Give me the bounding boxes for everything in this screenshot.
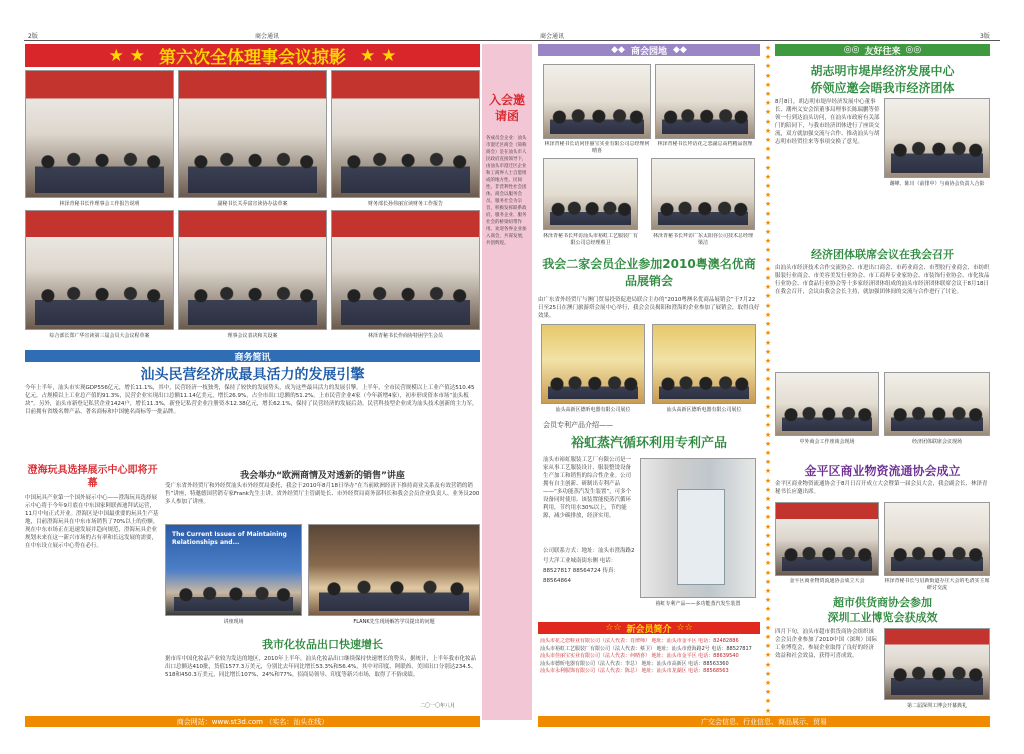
expo-photo xyxy=(541,324,645,404)
list-item: 汕头市花之恋鞋业有限公司（法人代表：肖律师） 地址：汕头市金平区 电话：82482886 xyxy=(540,638,739,644)
lecture-body: 受广东省外经贸厅和外经贸汕头市外经贸局委托，我会于2010年8月18日举办“在当前欧洲经济下推持商业关系及有效营销的销售”讲座，特邀德国营销专家Frank先生主讲。省外经贸厅主管副处长、市外经贸局商务部科长和我会会员企业负责人、业务员200多人参加了讲座。 xyxy=(165,483,480,505)
lecture-photo xyxy=(165,524,302,616)
machine-box xyxy=(677,489,725,585)
supermarket-photo xyxy=(884,628,990,700)
list-item: 汕头市裕虹工艺服装厂有限公司（法人代表：蔡卫） 地址：汕头市澄海路2号 电话：88527817 xyxy=(540,645,752,652)
cosmetics-body: 据市库中国化妆品产业较为发达的地区，2010年上半年，汕头化妆品出口继续保持快速增长的势头，据统计，上半年我市化妆品出口总额达410批，货值1577.3万美元，分别比去年同比增长53.3%和56.4%，其中对印度、阿联酋、美国出口分别达234.5、518和450.3万美元，同比增长107%、24%和77%。招商局领导、印度等新兴市场，取得了不俗成绩。 xyxy=(165,656,477,678)
services-list xyxy=(540,638,760,714)
friends-body: 8月8日，胡志明市堤岸经济发展中心董事长、潮州义安会馆董事局理事长陈瑞鹏等侨领一行到达汕头访问，在汕头市政府有关部门的陪同下，与我市经济团体进行了座谈交流，双方就加强交流与合作、推动汕头与胡志明市经贸往来等事项交换了意见。 xyxy=(775,99,880,145)
garden-photo xyxy=(655,64,755,139)
expo-body: 由广东省外经贸厅与澳门贸易投资促进局联合主办的“2010粤澳名优商品展销会”于7月22日至25日在澳门旅游塔会展中心举行，我会会员揭阳和澄海的企业参加了展销会，取得良好效果。 xyxy=(538,297,760,319)
photo-caption: 经济团体联席会议现场 xyxy=(911,439,962,445)
right-page-number: 3版 xyxy=(980,33,990,40)
meeting-photo xyxy=(331,210,480,330)
patent-body: 汕头市裕虹服装工艺厂有限公司是一家从事工艺服装设计、服装整烫设备生产加工和销售的综合性企业。公司拥有自主创新、研制出专利产品——“多功能蒸汽发生装置”，可多个设备同时使用。该装置能使蒸汽循环利用，节约用水30%以上，节约能源，减少碳排放，经济实用。 xyxy=(543,457,632,519)
photo-caption: 副秘书长关乔富宣读协办法草案 xyxy=(217,201,288,207)
expo-photo xyxy=(652,324,756,404)
diamond-icon: ◆◆ xyxy=(611,45,625,55)
photo-caption: 林泽青秘书长作理事会工作报告说明 xyxy=(59,201,140,207)
circle-icon: ◎◎ xyxy=(905,45,922,55)
photo-caption: 金平区商业物资流通协会成立大会 xyxy=(789,578,865,584)
joint-headline: 经济团体联席会议在我会召开 xyxy=(811,248,954,261)
invitation-body: 各成员会企业：汕头市澄迁区商会（简称商会）是在汕头市人民政府直接领导下，由汕头市澄迁区企业和工商界人士自愿组成的地方性、民间性、非营利性社会团体。商会以服务会员、服务社会为宗旨，积极发挥联系政府、服务企业、服务社会的桥梁纽带作用。欢迎各界企业加入商会，共谋发展，共创辉煌。 xyxy=(486,136,527,246)
list-item: 汕头市永利服饰有限公司（法人代表：陈总） 地址：汕头市龙湖区 电话：88568563 xyxy=(540,668,729,674)
photo-caption: 林泽青秘书长拜访广东太阳谷公司技术总经理梁洁 xyxy=(652,233,753,246)
toys-headline: 澄海玩具选择展示中心即将开幕 xyxy=(27,465,158,489)
star-divider: ★ ★ ★ ★ ★ ★ ★ ★ ★ ★ ★ ★ ★ ★ ★ ★ ★ ★ ★ ★ ★ ★ ★ ★ ★ ★ ★ ★ ★ ★ ★ ★ ★ ★ ★ ★ ★ ★ ★ ★ ★ ★ ★ ★ ★ ★ ★ ★ ★ ★ ★ ★ ★ ★ ★ ★ ★ ★ ★ ★ ★ ★ ★ ★ ★ ★ ★ ★ ★ ★ ★ ★ ★ xyxy=(764,44,772,715)
photo-caption: 讲座现场 xyxy=(223,619,244,625)
list-item: 汕头市佳丽宝实业有限公司（法人代表：何晴喜） 地址：汕头市金平区 电话：88639540 xyxy=(540,653,739,659)
joint-body: 由汕头市经济技术合作交流协会、市进出口商会、市药业商会、市塑胶行业商会、市纺织服装行业商会、市美容美发行业协会、市工商界专业家协会、市装饰行业协会、市化妆品行业协会、市食品行业协会等十多家经济团体组成的汕头市经济团体联席会议于8月18日在我会召开，会议由我会会长主持，就加强团体间的交流与合作进行了讨论。 xyxy=(775,265,990,295)
left-footer: 商会网站：www.st3d.com （实名：汕头在线） xyxy=(25,716,480,727)
star-icon: ★ ★ xyxy=(108,45,145,66)
meeting-photo xyxy=(331,70,480,198)
star-icon: ☆☆ xyxy=(676,623,693,633)
photo-caption: 第二届深圳工博会开幕典礼 xyxy=(906,703,967,709)
brief-body: 今年上半年，汕头市实现GDP556亿元，增长11.1%，其中，民营经济一枝独秀，保持了较快的发展势头，成为这些最具活力的发展引擎。上半年，全市民营规模以上工业产值达510.45亿元，占规模以上工业总产值的91.3%，民营企业实现出口总额11.14亿美元，增长26.9%，占全市出口总额的51.2%。上市民营企业4家（今年新增4家），初步形成资本市场“汕头板块”。另外，汕头市新登记私营企业1424户，增长11.3%，新登记私营企业注册资本12.38亿元，增长62.1%，保持了民营经济的发展后劲。民营科技型企业成为汕头技术创新的主力军，目前拥有省级名牌产品、著名商标和中国驰名商标等一批品牌。 xyxy=(25,385,478,415)
meeting-photo xyxy=(25,210,174,330)
logistics-headline: 金平区商业物资流通协会成立 xyxy=(804,464,961,478)
expo-headline: 我会二家会员企业参加2010粤澳名优商品展销会 xyxy=(542,257,756,288)
header-rule xyxy=(24,40,1000,41)
photo-caption: 理事会议表决和关设案 xyxy=(227,333,278,339)
right-page-title: 商会通讯 xyxy=(540,33,565,40)
patent-intro: 会员专利产品介绍—— xyxy=(543,421,613,429)
circle-icon: ◎◎ xyxy=(843,45,860,55)
photo-caption: 汕头高新区德昕电器有限公司展位 xyxy=(555,407,631,413)
brief-banner: 商务简讯 xyxy=(25,350,480,362)
lecture-headline: 我会举办“欧洲商情及对透新的销售”讲座 xyxy=(240,471,405,481)
joint-photo xyxy=(775,372,879,436)
supermarket-headline-2: 深圳工业博览会获成效 xyxy=(827,611,938,624)
photo-caption: 财务部长孙伟丽宣读财务工作报告 xyxy=(367,201,443,207)
garden-photo xyxy=(651,158,755,230)
meeting-photo xyxy=(25,70,174,198)
invitation-title: 入会邀请函 xyxy=(488,93,525,123)
photo-caption: 汕头高新区德昕电器有限公司展位 xyxy=(666,407,742,413)
left-page-number: 2版 xyxy=(28,33,38,40)
cosmetics-date: 二〇一〇年八月 xyxy=(420,703,456,709)
garden-banner: ◆◆ 商会园地 ◆◆ xyxy=(538,44,760,56)
photo-caption: 综合部长郑广华宣读第三届会员大会议程草案 xyxy=(49,333,150,339)
meeting-banner: ★ ★ 第六次全体理事会议掠影 ★ ★ xyxy=(25,44,480,67)
friends-headline-1: 胡志明市堤岸经济发展中心 xyxy=(810,64,955,78)
toys-body: 中国玩具产业第一个国外展示中心——澄海玩具选择展示中心将于今年9月底在中东国家阿联酋迪拜试运营，11月中旬正式开业。澄海区是中国最重要的玩具生产基地，目前澄海玩具在中东市场销售了70%以上的份额。现在中东市场正在迅速发展并趋向规范，澄海玩具企业规划未来在这一新兴市场的占有率和长远发展的需要，在中东设立展示中心势在必行。 xyxy=(25,495,159,549)
photo-caption: 林泽青秘书长访问佳丽宝实业有限公司总经理何晴喜 xyxy=(544,141,650,154)
services-banner: ☆☆ 新会员简介 ☆☆ xyxy=(538,622,760,634)
slide-text: The Current Issues of Maintaining Relationships and... xyxy=(172,531,287,546)
star-icon: ☆☆ xyxy=(605,623,622,633)
photo-caption: 林泽青秘书长拜访花之恋副总高档精品馆理 xyxy=(657,141,753,147)
photo-caption: 谢峰、陈川（前排中）与商协会负责人合影 xyxy=(889,181,985,187)
logistics-body: 金平区商业物资流通协会于8月日召开成立大会暨第一届会员大会，我会副会长、林泽青秘书长应邀出席。 xyxy=(775,481,988,495)
list-item: 汕头市德昕电器有限公司（法人代表：李总） 地址：汕头市高新区 电话：88563360 xyxy=(540,660,729,667)
supermarket-body: 四月下旬，汕头市超市供货商协会组织该会会员企业参加了2010中国（深圳）国际工业博览会，参展企业取得了良好的经济效益和社会效益，获得可喜成效。 xyxy=(775,629,877,659)
meeting-photo xyxy=(178,70,327,198)
right-footer: 广交会信息、行业信息、商品展示、贸易 xyxy=(538,716,990,727)
garden-photo xyxy=(543,158,638,230)
photo-caption: FLANK先生现场解答学员提出的问题 xyxy=(353,619,435,625)
left-page-title: 商会通讯 xyxy=(255,33,280,40)
lecture-photo xyxy=(308,524,480,616)
supermarket-headline-1: 超市供货商协会参加 xyxy=(833,596,932,609)
photo-caption: 林泽青秘书长作商协特困学生会员 xyxy=(367,333,443,339)
patent-contact: 公司联系方式：地址：汕头市澄海路2号大洋工业城南街东侧 电话：88527817 88564724 传真：88564864 xyxy=(543,548,635,584)
photo-caption: 裕虹专利产品——多功能蒸汽发生装置 xyxy=(655,601,741,607)
joint-photo xyxy=(884,372,990,436)
logistics-photo xyxy=(884,502,990,576)
cosmetics-headline: 我市化妆品出口快速增长 xyxy=(262,638,383,651)
garden-photo xyxy=(543,64,651,139)
friends-headline-2: 侨领应邀会晤我市经济团体 xyxy=(810,81,955,95)
photo-caption: 林泽青秘书长与启新街道办庄大会的毛清实主席研讨交流 xyxy=(884,578,990,591)
diamond-icon: ◆◆ xyxy=(673,45,687,55)
patent-headline: 裕虹蒸汽循环利用专利产品 xyxy=(570,436,727,451)
logistics-photo xyxy=(775,502,879,576)
photo-caption: 中外商会工作座谈会现场 xyxy=(799,439,855,445)
star-icon: ★ ★ xyxy=(360,45,397,66)
photo-caption: 林泽青秘书长拜访汕头市裕虹工艺服装厂有限公司总经理蔡卫 xyxy=(543,233,638,246)
friends-photo xyxy=(884,98,990,178)
friends-banner: ◎◎ 友好往来 ◎◎ xyxy=(775,44,990,56)
brief-headline: 汕头民营经济成最具活力的发展引擎 xyxy=(140,367,365,383)
patent-photo xyxy=(640,458,756,598)
meeting-photo xyxy=(178,210,327,330)
